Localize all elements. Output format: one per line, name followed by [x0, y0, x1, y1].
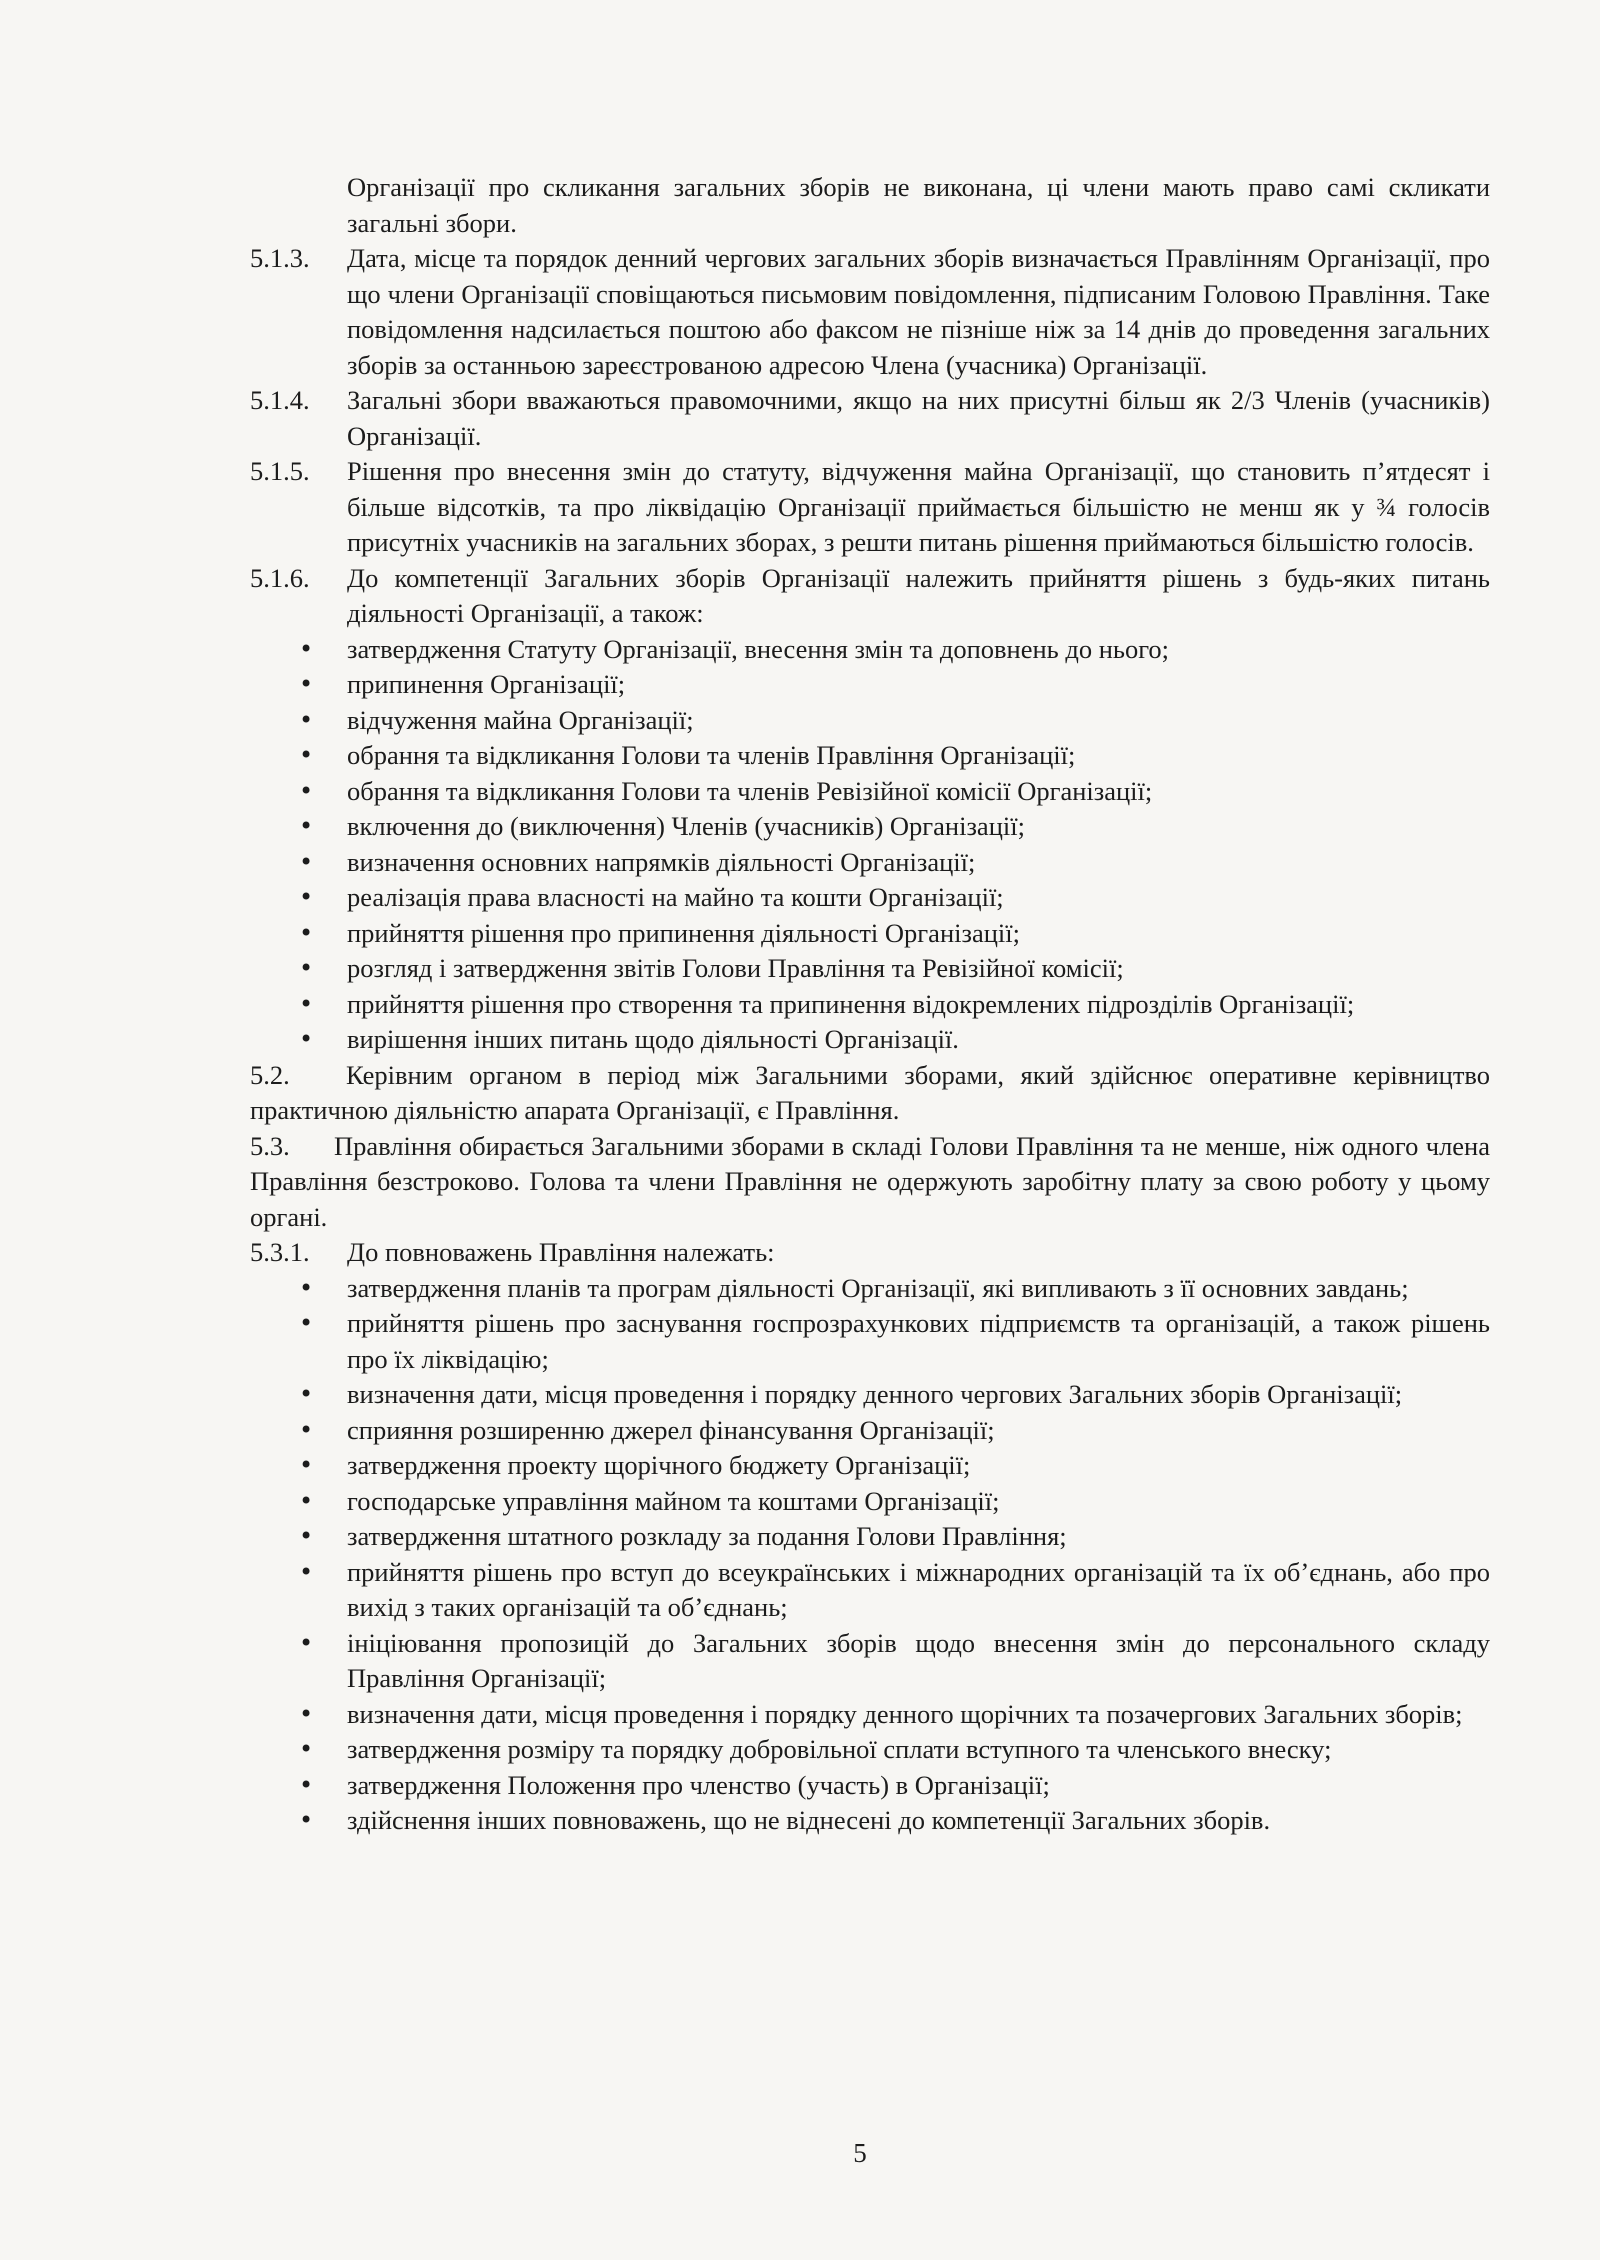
- list-item: • затвердження планів та програм діяльності Організації, які випливають з її основних завдань;: [347, 1271, 1490, 1307]
- clause-number: 5.1.4.: [250, 385, 310, 415]
- general-meeting-competence-list: [250, 632, 1490, 1058]
- list-item: • реалізація права власності на майно та кошти Організації;: [347, 880, 1490, 916]
- list-item: • обрання та відкликання Голови та членів Ревізійної комісії Організації;: [347, 774, 1490, 810]
- clause-text: До компетенції Загальних зборів Організації належить прийняття рішень з будь-яких питань діяльності Організації, а також:: [347, 562, 1490, 628]
- section-text: Керівним органом в період між Загальними зборами, який здійснює оперативне керівництво практичною діяльністю апарата Організації, є Правління.: [250, 1059, 1490, 1125]
- section-5-3: [250, 1129, 1490, 1236]
- list-item: • вирішення інших питань щодо діяльності Організації.: [347, 1022, 1490, 1058]
- clause-number: 5.1.6.: [250, 562, 310, 593]
- clauses-5-1: [250, 241, 1490, 632]
- list-item: • господарське управління майном та коштами Організації;: [347, 1484, 1490, 1520]
- clause-5-1-5: [250, 454, 1490, 561]
- list-item: • прийняття рішення про створення та припинення відокремлених підрозділів Організації;: [347, 987, 1490, 1023]
- list-item: • ініціювання пропозицій до Загальних зборів щодо внесення змін до персонального складу Правління Організації;: [347, 1626, 1490, 1697]
- list-item: • затвердження розміру та порядку добровільної сплати вступного та членського внеску;: [347, 1732, 1490, 1768]
- section-5-2: [250, 1058, 1490, 1129]
- list-item: • визначення основних напрямків діяльності Організації;: [347, 845, 1490, 881]
- list-item: • включення до (виключення) Членів (учасників) Організації;: [347, 809, 1490, 845]
- list-item: • прийняття рішень про вступ до всеукраїнських і міжнародних організацій та їх об’єднань, або про вихід з таких організацій та об’єднань;: [347, 1555, 1490, 1626]
- clause-number: 5.1.3.: [250, 243, 310, 273]
- list-item: • визначення дати, місця проведення і порядку денного щорічних та позачергових Загальних зборів;: [347, 1697, 1490, 1733]
- clause-5-3-1: [250, 1235, 1490, 1271]
- clause-text: Дата, місце та порядок денний чергових загальних зборів визначається Правлінням Організації, про що члени Організації сповіщаються письмовим повідомлення, підписаним Головою Правління. Таке повідомлення надсилається поштою або факсом не пізніше ніж за 14 днів до проведення загальних зборів за останньою зареєстрованою адресою Члена (учасника) Організації.: [347, 243, 1490, 380]
- list-item: • сприяння розширенню джерел фінансування Організації;: [347, 1413, 1490, 1449]
- list-item: • відчуження майна Організації;: [347, 703, 1490, 739]
- list-item: • затвердження проекту щорічного бюджету Організації;: [347, 1448, 1490, 1484]
- list-item: • обрання та відкликання Голови та членів Правління Організації;: [347, 738, 1490, 774]
- list-item: • розгляд і затвердження звітів Голови Правління та Ревізійної комісії;: [347, 951, 1490, 987]
- clause-text: Загальні збори вважаються правомочними, якщо на них присутні більш як 2/3 Членів (учасників) Організації.: [347, 385, 1490, 451]
- list-item: • затвердження Статуту Організації, внесення змін та доповнень до нього;: [347, 632, 1490, 668]
- clause-number: 5.3.1.: [250, 1237, 310, 1267]
- section-number: 5.2.: [250, 1059, 290, 1090]
- list-item: • визначення дати, місця проведення і порядку денного чергових Загальних зборів Організації;: [347, 1377, 1490, 1413]
- clause-text: До повноважень Правління належать:: [347, 1237, 775, 1267]
- list-item: • прийняття рішення про припинення діяльності Організації;: [347, 916, 1490, 952]
- clause-5-1-4: [250, 383, 1490, 454]
- list-item: • припинення Організації;: [347, 667, 1490, 703]
- list-item: • затвердження Положення про членство (участь) в Організації;: [347, 1768, 1490, 1804]
- section-text: Правління обирається Загальними зборами в складі Голови Правління та не менше, ніж одного члена Правління безстроково. Голова та члени Правління не одержують заробітну плату за свою роботу у цьому органі.: [250, 1130, 1490, 1232]
- list-item: • прийняття рішень про заснування госпрозрахункових підприємств та організацій, а також рішень про їх ліквідацію;: [347, 1306, 1490, 1377]
- list-item: • здійснення інших повноважень, що не віднесені до компетенції Загальних зборів.: [347, 1803, 1490, 1839]
- clause-text: Рішення про внесення змін до статуту, відчуження майна Організації, що становить п’ятдесят і більше відсотків, та про ліквідацію Організації приймається більшістю не менш як у ¾ голосів присутніх учасників на загальних зборах, з решти питань рішення приймаються більшістю голосів.: [347, 456, 1490, 557]
- list-item: • затвердження штатного розкладу за подання Голови Правління;: [347, 1519, 1490, 1555]
- clause-5-1-6: [250, 561, 1490, 632]
- board-powers-list: [250, 1271, 1490, 1839]
- document-body: [250, 170, 1490, 1839]
- intro-continuation: Організації про скликання загальних зборів не виконана, ці члени мають право самі скликати загальні збори.: [347, 172, 1490, 238]
- clause-number: 5.1.5.: [250, 456, 310, 486]
- section-number: 5.3.: [250, 1130, 290, 1161]
- page-number: 5: [853, 2138, 867, 2168]
- clause-5-1-3: [250, 241, 1490, 383]
